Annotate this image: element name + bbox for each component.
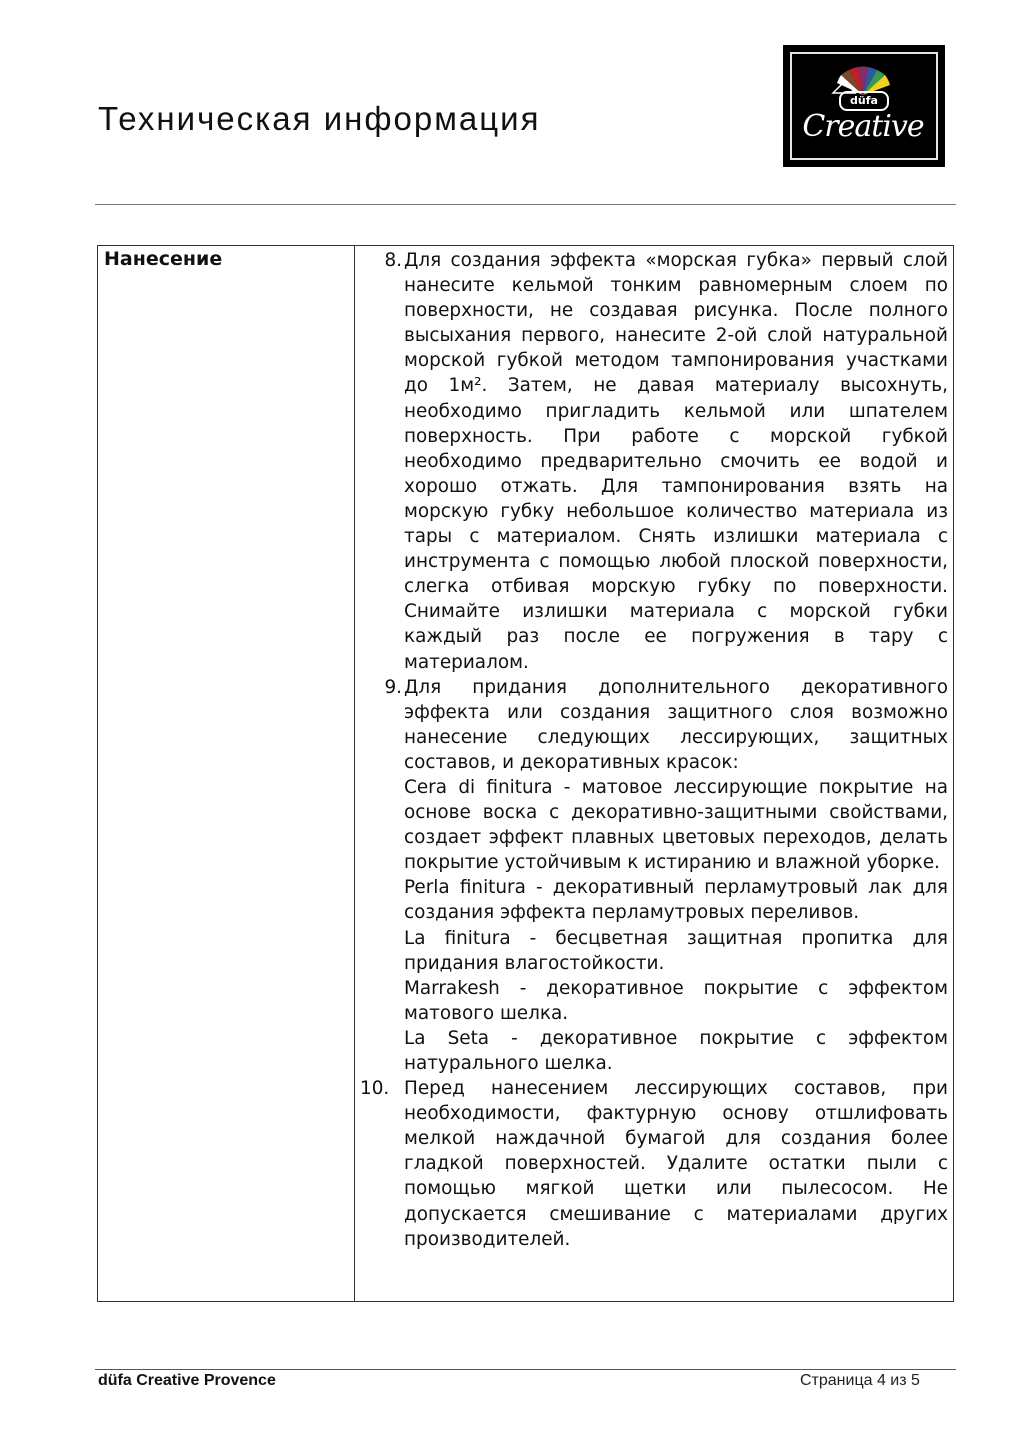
logo-brand: düfa [839, 91, 889, 111]
list-item-9 [366, 675, 948, 1077]
page-number: Страница 4 из 5 [800, 1372, 920, 1389]
item-number: 9. [384, 676, 402, 698]
header-divider [95, 204, 956, 205]
item-number: 8. [384, 250, 402, 271]
brand-logo [783, 45, 945, 167]
row-label: Нанесение [104, 248, 223, 270]
footer-product-name: düfa Creative Provence [98, 1372, 276, 1389]
item-paragraph: Перед нанесением лессирующих составов, при необходимости, фактурную основу отшлифовать мелкой наждачной бумагой для создания более гладкой поверхностей. Удалите остатки пыли с помощью мягкой щетки или пылесосом. Не допускается смешивание с материалами других производителей. [404, 1078, 948, 1250]
row-content [360, 248, 948, 1252]
list-item-10 [360, 1076, 948, 1252]
page-title: Техническая информация [98, 100, 541, 137]
item-number: 10. [360, 1078, 390, 1100]
list-item-8 [366, 248, 948, 675]
item-paragraph: Для создания эффекта «морская губка» первый слой нанесите кельмой тонким равномерным слоем по поверхности, не создавая рисунка. После полного высыхания первого, нанесите 2-ой слой натуральной морской губкой методом тампонирования участками до 1м². Затем, не давая материалу высохнуть, необходимо пригладить кельмой или шпателем поверхность. При работе с морской губкой необходимо предварительно смочить ее водой и хорошо отжать. Для тампонирования взять на морскую губку небольшое количество материала из тары с материалом. Снять излишки материала с инструмента с помощью любой плоской поверхности, слегка отбивая морскую губку по поверхности. Снимайте излишки материала с морской губки каждый раз после ее погружения в тару с материалом. [404, 250, 948, 673]
footer-divider [95, 1369, 956, 1370]
product-marrakesh: Marrakesh - декоративное покрытие с эффектом матового шелка. [404, 977, 948, 1024]
product-cera-di-finitura: Cera di finitura - матовое лессирующие покрытие на основе воска с декоративно-защитными свойствами, создает эффект плавных цветовых переходов, делать покрытие устойчивым к истиранию и влажной уборке. [404, 776, 948, 874]
item-paragraph: Для придания дополнительного декоративного эффекта или создания защитного слоя возможно нанесение следующих лессирующих, защитных составов, и декоративных красок: [404, 676, 948, 773]
product-la-finitura: La finitura - бесцветная защитная пропитка для придания влагостойкости. [404, 927, 948, 974]
application-table [97, 245, 954, 1302]
logo-wordmark: Creative [802, 109, 924, 144]
product-la-seta: La Seta - декоративное покрытие с эффектом натурального шелка. [404, 1027, 948, 1074]
product-perla-finitura: Perla finitura - декоративный перламутровый лак для создания эффекта перламутровых переливов. [404, 877, 948, 924]
column-divider [354, 246, 355, 1301]
